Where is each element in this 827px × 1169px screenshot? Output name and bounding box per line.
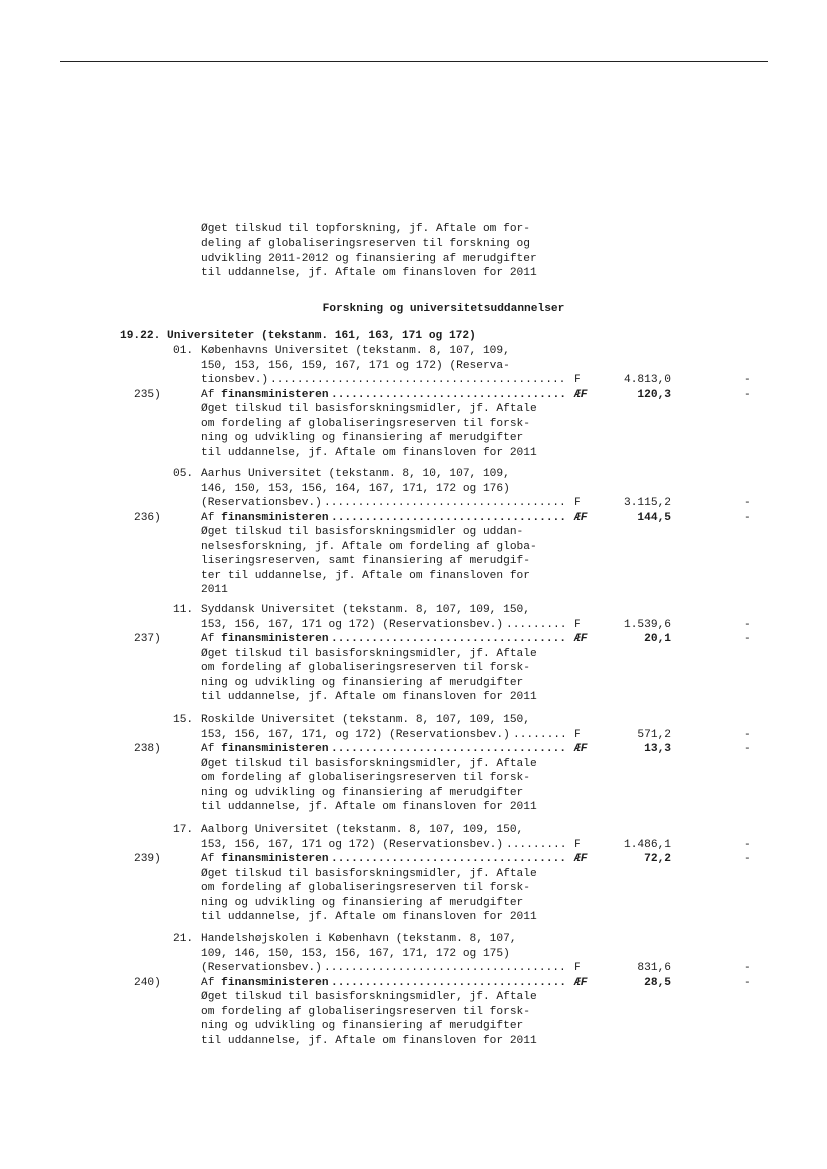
entry-title-text: Roskilde Universitet (tekstanm. 8, 107, 109, 150,: [201, 714, 530, 726]
adjustment-amount: 72,2: [644, 853, 671, 866]
entry-description-text: Øget tilskud til basisforskningsmidler, jf. Aftale: [201, 403, 537, 416]
entry-code: F: [574, 618, 581, 631]
adjustment-dash: -: [744, 976, 751, 989]
adjustment-code: ÆF: [574, 976, 588, 989]
adjustment-minister: finansministeren: [221, 388, 329, 401]
entry-title-text: 153, 156, 167, 171 og 172) (Reservationsbev.): [201, 838, 504, 851]
adjustment-amount: 20,1: [644, 633, 671, 646]
entry-title-text: (Reservationsbev.): [201, 497, 322, 510]
adjustment-amount: 144,5: [637, 511, 671, 524]
entry-code: F: [574, 838, 581, 851]
adjustment-amount: 120,3: [637, 388, 671, 401]
adjustment-label: [201, 976, 329, 990]
entry-description-text: ning og udvikling og finansiering af merudgifter: [201, 676, 524, 689]
adjustment-prefix: Af: [201, 511, 222, 524]
entry-code: F: [574, 962, 581, 975]
entry-title-text: (Reservationsbev.): [201, 962, 322, 975]
entry-amount: 3.115,2: [624, 497, 671, 510]
entry-amount: 1.486,1: [624, 838, 671, 851]
dot-leader: ....................................: [324, 962, 566, 975]
entry-description-text: om fordeling af globaliseringsreserven til forsk-: [201, 662, 530, 675]
entry-number: 01.: [173, 345, 194, 357]
adjustment-prefix: Af: [201, 853, 222, 866]
adjustment-code: ÆF: [574, 743, 588, 756]
entry-description-text: liseringsreserven, samt finansiering af merudgif-: [201, 555, 530, 568]
adjustment-code: ÆF: [574, 388, 588, 401]
adjustment-dash: -: [744, 743, 751, 756]
entry-number: 11.: [173, 604, 194, 616]
footnote-ref: 239): [134, 853, 161, 866]
top-rule: [60, 61, 768, 62]
dot-leader: ...................................: [331, 976, 566, 989]
entry-description-text: Øget tilskud til basisforskningsmidler, jf. Aftale: [201, 867, 537, 880]
footnote-ref: 238): [134, 743, 161, 756]
dot-leader: .........: [506, 838, 567, 851]
entry-title-text: Aarhus Universitet (tekstanm. 8, 10, 107, 109,: [201, 468, 510, 480]
entry-dash: -: [744, 962, 751, 975]
entry-description-text: ning og udvikling og finansiering af merudgifter: [201, 1020, 524, 1033]
adjustment-amount: 13,3: [644, 743, 671, 756]
entry-amount: 1.539,6: [624, 618, 671, 631]
footnote-ref: 237): [134, 633, 161, 646]
dot-leader: .........: [506, 618, 567, 631]
entry-description-text: Øget tilskud til basisforskningsmidler, jf. Aftale: [201, 647, 537, 660]
entry-dash: -: [744, 497, 751, 510]
entry-dash: -: [744, 374, 751, 387]
entry-code: F: [574, 728, 581, 741]
adjustment-minister: finansministeren: [221, 853, 329, 866]
entry-code: F: [574, 497, 581, 510]
entry-description-text: ning og udvikling og finansiering af merudgifter: [201, 786, 524, 799]
entry-number: 21.: [173, 933, 194, 945]
entry-title-text: 146, 150, 153, 156, 164, 167, 171, 172 og 176): [201, 482, 510, 495]
adjustment-label: [201, 742, 329, 756]
entry-description-text: til uddannelse, jf. Aftale om finansloven for 2011: [201, 801, 537, 814]
entry-number: 17.: [173, 824, 194, 836]
entry-description-text: Øget tilskud til basisforskningsmidler, jf. Aftale: [201, 991, 537, 1004]
entry-title-text: Handelshøjskolen i København (tekstanm. 8, 107,: [201, 933, 517, 945]
adjustment-minister: finansministeren: [221, 743, 329, 756]
dot-leader: ........: [513, 728, 567, 741]
dot-leader: ....................................: [324, 497, 566, 510]
adjustment-label: [201, 511, 329, 525]
adjustment-label: [201, 632, 329, 646]
adjustment-minister: finansministeren: [221, 511, 329, 524]
adjustment-dash: -: [744, 633, 751, 646]
entry-title-text: 150, 153, 156, 159, 167, 171 og 172) (Reserva-: [201, 359, 510, 372]
entry-description-text: Øget tilskud til basisforskningsmidler, jf. Aftale: [201, 757, 537, 770]
adjustment-prefix: Af: [201, 633, 222, 646]
entry-description-text: Øget tilskud til basisforskningsmidler og uddan-: [201, 526, 524, 539]
adjustment-amount: 28,5: [644, 976, 671, 989]
entry-title-text: Syddansk Universitet (tekstanm. 8, 107, 109, 150,: [201, 604, 530, 616]
entry-description-text: 2011: [201, 584, 228, 597]
entry-description-text: til uddannelse, jf. Aftale om finansloven for 2011: [201, 1034, 537, 1047]
entry-description-text: om fordeling af globaliseringsreserven til forsk-: [201, 1005, 530, 1018]
entry-description-text: ning og udvikling og finansiering af merudgifter: [201, 432, 524, 445]
footnote-ref: 235): [134, 388, 161, 401]
entry-description-text: til uddannelse, jf. Aftale om finansloven for 2011: [201, 911, 537, 924]
adjustment-label: [201, 852, 329, 866]
dot-leader: ............................................: [270, 374, 566, 387]
entry-title-text: tionsbev.): [201, 374, 269, 387]
entry-number: 15.: [173, 714, 194, 726]
adjustment-minister: finansministeren: [221, 633, 329, 646]
entry-title-text: 153, 156, 167, 171 og 172) (Reservationsbev.): [201, 618, 504, 631]
entry-dash: -: [744, 618, 751, 631]
dot-leader: ...................................: [331, 633, 566, 646]
entry-description-text: nelsesforskning, jf. Aftale om fordeling af globa-: [201, 540, 537, 553]
adjustment-dash: -: [744, 511, 751, 524]
entry-amount: 4.813,0: [624, 374, 671, 387]
adjustment-dash: -: [744, 853, 751, 866]
entry-description-text: ning og udvikling og finansiering af merudgifter: [201, 896, 524, 909]
entry-title-text: Københavns Universitet (tekstanm. 8, 107, 109,: [201, 345, 510, 357]
footnote-ref: 236): [134, 511, 161, 524]
adjustment-prefix: Af: [201, 976, 222, 989]
entry-dash: -: [744, 728, 751, 741]
adjustment-prefix: Af: [201, 743, 222, 756]
entry-code: F: [574, 374, 581, 387]
dot-leader: ...................................: [331, 743, 566, 756]
entry-number: 05.: [173, 468, 194, 480]
entry-description-text: om fordeling af globaliseringsreserven til forsk-: [201, 417, 530, 430]
adjustment-code: ÆF: [574, 633, 588, 646]
adjustment-code: ÆF: [574, 853, 588, 866]
entry-amount: 831,6: [637, 962, 671, 975]
entry-description-text: til uddannelse, jf. Aftale om finansloven for 2011: [201, 446, 537, 459]
entry-amount: 571,2: [637, 728, 671, 741]
entry-title-text: Aalborg Universitet (tekstanm. 8, 107, 109, 150,: [201, 824, 524, 836]
entry-dash: -: [744, 838, 751, 851]
adjustment-prefix: Af: [201, 388, 222, 401]
adjustment-minister: finansministeren: [221, 976, 329, 989]
entry-description-text: om fordeling af globaliseringsreserven til forsk-: [201, 772, 530, 785]
entry-description-text: om fordeling af globaliseringsreserven til forsk-: [201, 882, 530, 895]
section-heading: Forskning og universitetsuddannelser: [322, 303, 565, 315]
dot-leader: ...................................: [331, 853, 566, 866]
dot-leader: ...................................: [331, 388, 566, 401]
adjustment-label: [201, 388, 329, 402]
adjustment-dash: -: [744, 388, 751, 401]
entry-description-text: ter til uddannelse, jf. Aftale om finansloven for: [201, 569, 530, 582]
entry-title-text: 109, 146, 150, 153, 156, 167, 171, 172 og 175): [201, 947, 510, 960]
adjustment-code: ÆF: [574, 511, 588, 524]
footnote-ref: 240): [134, 976, 161, 989]
entry-title-text: 153, 156, 167, 171, og 172) (Reservationsbev.): [201, 728, 510, 741]
entry-description-text: til uddannelse, jf. Aftale om finansloven for 2011: [201, 691, 537, 704]
dot-leader: ...................................: [331, 511, 566, 524]
